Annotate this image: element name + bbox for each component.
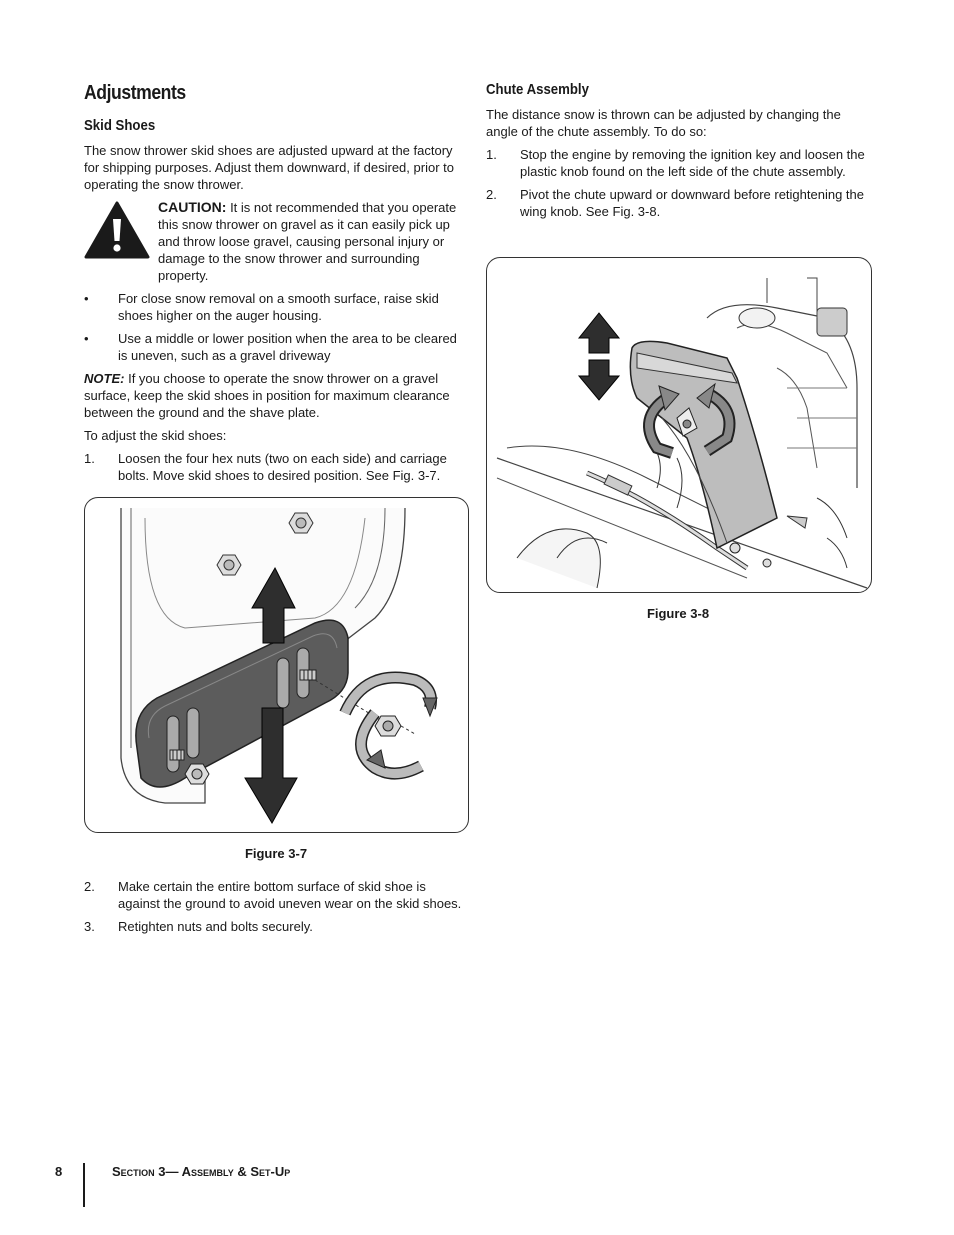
carriage-bolt	[170, 750, 184, 760]
note-text: If you choose to operate the snow thrower on a gravel surface, keep the skid shoes in position for maximum clearance between the ground and the shave plate.	[84, 371, 450, 420]
list-item	[84, 330, 468, 364]
page-heading: Adjustments	[84, 82, 186, 104]
skid-shoe-steps	[84, 450, 468, 484]
caution-label: CAUTION:	[158, 199, 227, 215]
chute-steps	[486, 146, 870, 220]
list-item	[84, 918, 468, 935]
bullet-text: Use a middle or lower position when the area to be cleared is uneven, such as a gravel driveway	[118, 331, 457, 363]
step-number: 1.	[486, 147, 497, 162]
chute-assembly-intro: The distance snow is thrown can be adjusted by changing the angle of the chute assembly. To do so:	[486, 107, 841, 139]
step-text: Make certain the entire bottom surface of skid shoe is against the ground to avoid uneven wear on the skid shoes.	[118, 879, 462, 911]
bullet-mark: •	[84, 291, 89, 306]
figure-3-8	[486, 257, 872, 593]
list-item	[84, 290, 468, 324]
figure-3-7-caption: Figure 3-7	[244, 846, 308, 861]
list-item	[486, 186, 870, 220]
step-number: 2.	[486, 187, 497, 202]
step-number: 3.	[84, 919, 95, 934]
caution-text: It is not recommended that you operate this snow thrower on gravel as it can easily pick up and throw loose gravel, causing personal injury or damage to the snow thrower and surrounding property.	[158, 200, 457, 283]
warning-triangle-icon	[84, 201, 150, 259]
bullet-mark: •	[84, 331, 89, 346]
step-number: 1.	[84, 451, 95, 466]
skid-shoe-illustration	[85, 498, 468, 832]
note-label: NOTE:	[84, 371, 125, 386]
bullet-text: For close snow removal on a smooth surface, raise skid shoes higher on the auger housing.	[118, 291, 439, 323]
steps-after-list	[84, 878, 468, 935]
step-text: Pivot the chute upward or downward before retightening the wing knob. See Fig. 3-8.	[520, 187, 864, 219]
note-paragraph	[84, 370, 468, 421]
caution-block	[84, 199, 468, 284]
step-text: Loosen the four hex nuts (two on each side) and carriage bolts. Move skid shoes to desired position. See Fig. 3-7.	[118, 451, 447, 483]
rotation-inset	[345, 677, 437, 773]
footer-divider	[83, 1163, 85, 1207]
list-item	[84, 450, 468, 484]
step-text: Stop the engine by removing the ignition key and loosen the plastic knob found on the left side of the chute assembly.	[520, 147, 865, 179]
list-item	[84, 878, 468, 912]
footer-section-title: Section 3— Assembly & Set-Up	[112, 1164, 291, 1179]
skid-shoes-intro: The snow thrower skid shoes are adjusted upward at the factory for shipping purposes. Adjust them downward, if desired, prior to operating the snow thrower.	[84, 143, 454, 192]
list-item	[486, 146, 870, 180]
skid-shoe-bullets	[84, 290, 468, 364]
step-number: 2.	[84, 879, 95, 894]
step-text: Retighten nuts and bolts securely.	[118, 919, 313, 934]
chute-illustration	[487, 258, 871, 592]
skid-shoes-heading: Skid Shoes	[84, 117, 156, 134]
right-column	[486, 80, 870, 226]
figure-3-7	[84, 497, 469, 833]
up-down-arrow-icon	[579, 313, 619, 400]
left-column	[84, 80, 468, 490]
skid-shoe-steps-continued	[84, 878, 468, 941]
page-number: 8	[55, 1164, 63, 1179]
carriage-bolt-right	[300, 670, 316, 680]
chute-assembly-heading: Chute Assembly	[486, 81, 589, 98]
to-adjust-text: To adjust the skid shoes:	[84, 428, 227, 443]
figure-3-8-caption: Figure 3-8	[646, 606, 710, 621]
